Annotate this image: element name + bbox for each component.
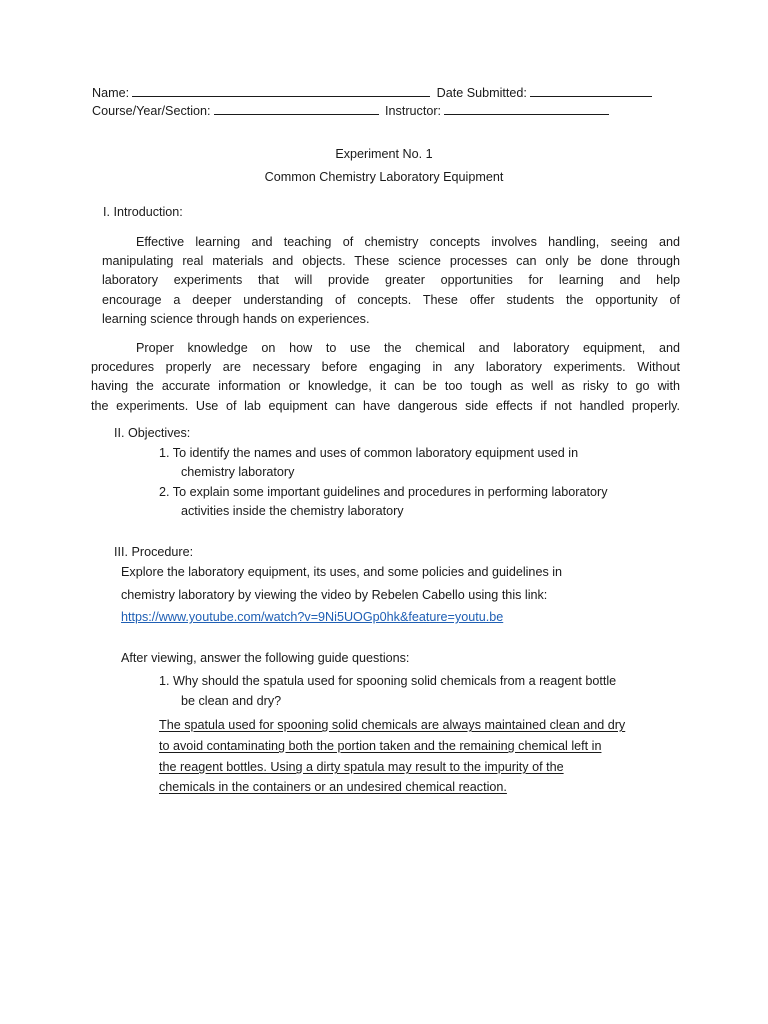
- name-field: [92, 84, 652, 100]
- question-1-line-1: 1. Why should the spatula used for spooning solid chemicals from a reagent bottle: [159, 674, 617, 688]
- objective-2-line-1: 2. To explain some important guidelines and procedures in performing laboratory: [159, 485, 608, 499]
- procedure-line-1: Explore the laboratory equipment, its uses, and some policies and guidelines in: [121, 565, 563, 579]
- objectives-heading: II. Objectives:: [114, 426, 191, 440]
- experiment-number: Experiment No. 1: [335, 147, 433, 161]
- answer-line: chemicals in the containers or an undesired chemical reaction.: [159, 780, 507, 794]
- intro-p1-line: learning science through hands on experiences.: [102, 311, 370, 326]
- experiment-title: Common Chemistry Laboratory Equipment: [264, 170, 504, 184]
- objective-2-line-2: activities inside the chemistry laboratory: [181, 504, 404, 518]
- youtube-link[interactable]: https://www.youtube.com/watch?v=9Ni5UOGp0hk&feature=youtu.be: [121, 610, 504, 624]
- after-viewing-text: After viewing, answer the following guide questions:: [121, 651, 410, 665]
- answer-line: the reagent bottles. Using a dirty spatula may result to the impurity of the: [159, 760, 564, 774]
- instructor-blank[interactable]: [444, 102, 609, 115]
- intro-p2-line: procedures properly are necessary before engaging in any laboratory experiments. Without: [91, 360, 680, 375]
- name-blank[interactable]: [132, 84, 430, 97]
- intro-p1-line: laboratory experiments that will provide greater opportunities for learning and help: [102, 273, 680, 288]
- objective-1-line-2: chemistry laboratory: [181, 465, 295, 479]
- date-submitted-label: Date Submitted:: [436, 86, 527, 100]
- course-field: [92, 102, 609, 118]
- answer-line: to avoid contaminating both the portion taken and the remaining chemical left in: [159, 739, 602, 753]
- course-label: Course/Year/Section:: [92, 104, 211, 118]
- date-submitted-blank[interactable]: [530, 84, 652, 97]
- intro-p2-line: having the accurate information or knowledge, it can be too tough as well as risky to go with: [91, 379, 680, 394]
- course-blank[interactable]: [214, 102, 379, 115]
- introduction-heading: I. Introduction:: [103, 205, 183, 219]
- intro-p1-line: encourage a deeper understanding of concepts. These offer students the opportunity of: [102, 292, 680, 307]
- introduction-paragraph-1: [102, 233, 680, 329]
- objective-1-line-1: 1. To identify the names and uses of common laboratory equipment used in: [159, 446, 579, 460]
- intro-p2-line: Proper knowledge on how to use the chemical and laboratory equipment, and: [136, 341, 680, 355]
- procedure-heading: III. Procedure:: [114, 545, 194, 559]
- intro-p1-line: manipulating real materials and objects. These science processes can only be done through: [102, 254, 680, 269]
- intro-p1-line: Effective learning and teaching of chemistry concepts involves handling, seeing and: [136, 235, 680, 249]
- name-label: Name:: [92, 86, 130, 100]
- procedure-line-2: chemistry laboratory by viewing the video by Rebelen Cabello using this link:: [121, 588, 548, 602]
- intro-p2-line: the experiments. Use of lab equipment can have dangerous side effects if not handled properly.: [91, 398, 680, 413]
- question-1-line-2: be clean and dry?: [181, 694, 282, 708]
- introduction-paragraph-2: [91, 339, 680, 416]
- instructor-label: Instructor:: [385, 104, 442, 118]
- answer-line: The spatula used for spooning solid chemicals are always maintained clean and dry: [159, 718, 626, 732]
